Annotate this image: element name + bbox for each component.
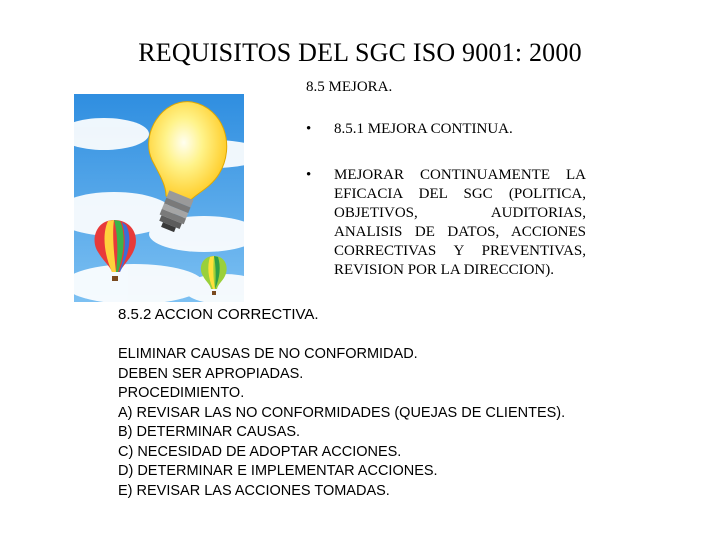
list-item — [306, 166, 586, 280]
bullet-text: 8.5.1 MEJORA CONTINUA. — [334, 121, 513, 137]
lightbulb-clipart — [74, 94, 244, 302]
corrective-action-list — [118, 345, 565, 501]
list-item — [306, 120, 586, 139]
slide-title: REQUISITOS DEL SGC ISO 9001: 2000 — [138, 38, 582, 67]
bullet-marker: • — [306, 121, 312, 137]
section-heading: 8.5 MEJORA. — [306, 79, 393, 95]
list-item: B) DETERMINAR CAUSAS. — [118, 424, 301, 440]
list-item: E) REVISAR LAS ACCIONES TOMADAS. — [118, 482, 390, 499]
list-item: DEBEN SER APROPIADAS. — [118, 365, 304, 382]
list-item: A) REVISAR LAS NO CONFORMIDADES (QUEJAS DE CLIENTES). — [118, 404, 566, 421]
list-item: D) DETERMINAR E IMPLEMENTAR ACCIONES. — [118, 463, 438, 479]
bullet-text: MEJORAR CONTINUAMENTE LA EFICACIA DEL SGC (POLITICA, OBJETIVOS, AUDITORIAS, ANALISIS DE DATOS, ACCIONES CORRECTIVAS Y PREVENTIVAS, REVISION POR LA DIRECCION). — [334, 167, 586, 278]
corrective-action-heading: 8.5.2 ACCION CORRECTIVA. — [118, 306, 319, 323]
bullet-marker: • — [306, 167, 312, 183]
list-item: C) NECESIDAD DE ADOPTAR ACCIONES. — [118, 443, 402, 460]
bullet-list — [306, 120, 586, 280]
list-item: PROCEDIMIENTO. — [118, 385, 245, 401]
list-item: ELIMINAR CAUSAS DE NO CONFORMIDAD. — [118, 346, 418, 362]
